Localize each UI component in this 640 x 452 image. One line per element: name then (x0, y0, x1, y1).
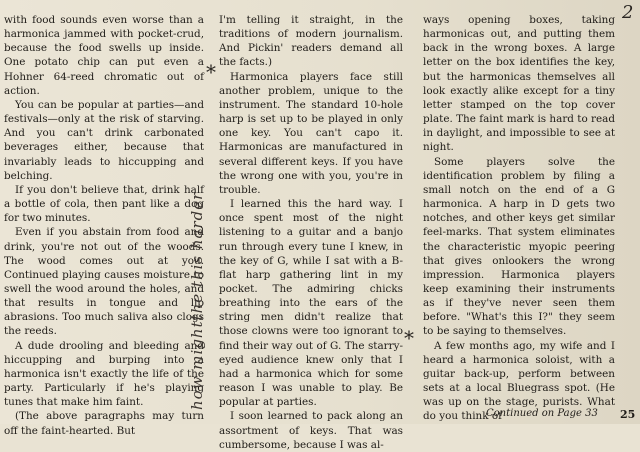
paragraph: Even if you abstain from food and drink, you're not out of the woods. The wood comes out at you. Continued playing causes moisture to swell the wood around the holes, and that results in tongue and lip abrasions. Too much saliva also clogs the reeds. (4, 226, 204, 338)
page-number: 25 (620, 408, 636, 421)
handwritten-margin-note: how mightthe this harder (188, 191, 206, 410)
paragraph: You can be popular at parties—and festivals—only at the risk of starving. And you can't drink carbonated beverages either, because that invariably leads to hiccupping and belching. (4, 98, 204, 182)
paragraph: A few months ago, my wife and I heard a harmonica soloist, with a guitar back-up, perform between sets at a local Bluegrass spot. (He was up on the stage, purists. What do you think of (423, 339, 615, 423)
paragraph: ways opening boxes, taking harmonicas out, and putting them back in the wrong boxes. A large letter on the box identifies the key, but the harmonicas themselves all look exactly alike except for a tiny letter stamped on the top cover plate. The faint mark is hard to read in daylight, and impossible to see at night. (423, 14, 615, 154)
paragraph: A dude drooling and bleeding and hiccupping and burping into a harmonica isn't exactly the life of the party. Particularly if he's playing tunes that make him faint. (4, 339, 204, 409)
continued-notice: Continued on Page 33 (486, 408, 598, 419)
paragraph: Harmonica players face still another problem, unique to the instrument. The standard 10-hole harp is set up to be played in only one key. You can't capo it. Harmonicas are manufactured in several different keys. If you have the wrong one with you, you're in trouble. (219, 70, 403, 196)
paragraph: Some players solve the identification problem by filing a small notch on the end of a G harmonica. A harp in D gets two notches, and other keys get similar feel-marks. That system eliminates the characteristic myopic peering that gives onlookers the wrong impression. Harmonica players keep examining their instruments as if they've never seen them before. "What's this I?" they seem to be saying to themselves. (423, 155, 615, 338)
paragraph: If you don't believe that, drink half a bottle of cola, then pant like a dog for two minutes. (4, 183, 204, 225)
handwritten-star-mark: * (206, 60, 216, 84)
paragraph: I learned this the hard way. I once spent most of the night listening to a guitar and a banjo run through every tune I knew, in the key of G, while I sat with a B-flat harp gathering lint in my pocket. The admiring chicks breathing into the ears of the string men didn't realize that those clowns were too ignorant to find their way out of G. The starry-eyed audience knew only that I had a harmonica which for some reason I was unable to play. Be popular at parties. (219, 198, 403, 409)
paragraph: (The above paragraphs may turn off the faint-hearted. But (4, 410, 204, 437)
paragraph: I soon learned to pack along an assortment of keys. That was cumbersome, because I was al- (219, 410, 403, 451)
handwritten-corner-mark: 2 (622, 2, 634, 23)
text-column-1 (4, 13, 204, 437)
handwritten-star-mark: * (404, 326, 414, 350)
paragraph: with food sounds even worse than a harmonica jammed with pocket-crud, because the food swells up inside. One potato chip can put even a Hohner 64-reed chromatic out of action. (4, 14, 204, 97)
paragraph: I'm telling it straight, in the traditions of modern journalism. And Pickin' readers demand all the facts.) (219, 14, 403, 69)
text-column-2 (219, 13, 403, 451)
